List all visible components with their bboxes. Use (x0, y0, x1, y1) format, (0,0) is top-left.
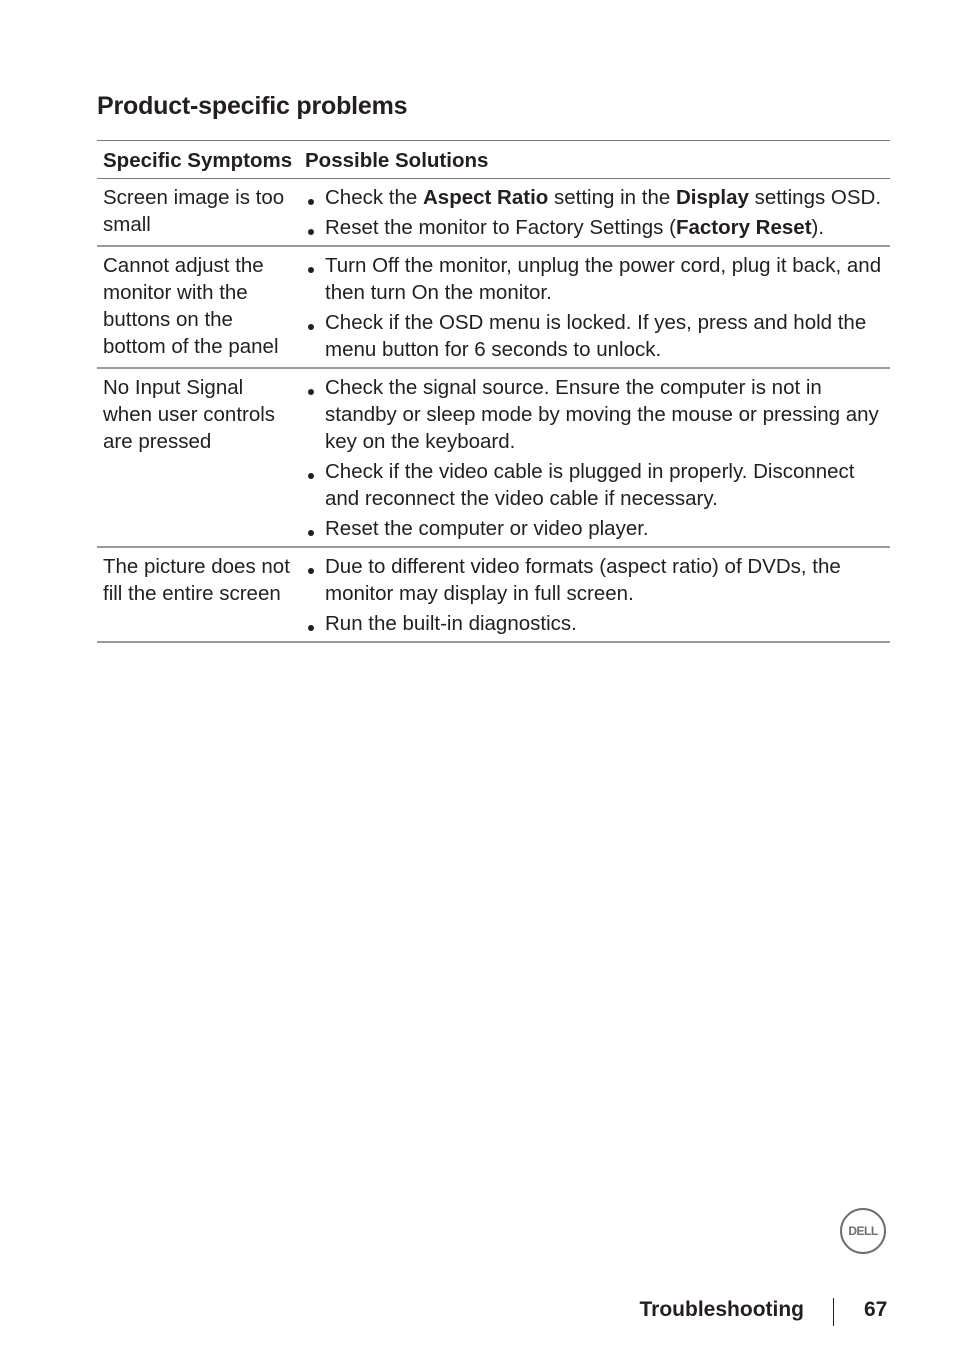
header-symptoms: Specific Symptoms (97, 141, 299, 179)
list-item (305, 458, 884, 512)
symptom-cell: Screen image is too small (97, 179, 299, 247)
list-item (305, 252, 884, 306)
table-row (97, 547, 890, 642)
table-header-row (97, 141, 890, 179)
solutions-list (305, 252, 884, 363)
solution-text: Turn Off the monitor, unplug the power cord, plug it back, and then turn On the monitor. (325, 254, 882, 304)
solution-text: Check the (325, 186, 423, 209)
list-item (305, 515, 884, 542)
page-number: 67 (864, 1298, 888, 1321)
solutions-cell (299, 246, 890, 368)
table-row (97, 368, 890, 547)
list-item (305, 184, 884, 211)
solution-text: Run the built-in diagnostics. (325, 612, 577, 635)
symptom-cell: Cannot adjust the monitor with the buttons on the bottom of the panel (97, 246, 299, 368)
solution-text: Check if the video cable is plugged in properly. Disconnect and reconnect the video cable if necessary. (325, 460, 855, 510)
solution-text: setting in the (548, 186, 676, 209)
solution-text: Check the signal source. Ensure the computer is not in standby or sleep mode by moving the mouse or pressing any key on the keyboard. (325, 376, 879, 453)
solutions-cell (299, 368, 890, 547)
bold-term: Factory Reset (675, 216, 812, 239)
list-item (305, 374, 884, 455)
solutions-list (305, 184, 884, 241)
dell-logo: DELL (840, 1208, 886, 1254)
symptom-cell: No Input Signal when user controls are pressed (97, 368, 299, 547)
bold-term: Aspect Ratio (423, 186, 549, 209)
solutions-list (305, 553, 884, 637)
bold-term: Display (675, 186, 749, 209)
solution-text: Reset the computer or video player. (325, 517, 649, 540)
footer-divider (833, 1298, 834, 1326)
solutions-cell (299, 547, 890, 642)
table-row (97, 246, 890, 368)
solutions-cell (299, 179, 890, 247)
list-item (305, 610, 884, 637)
symptom-cell: The picture does not fill the entire screen (97, 547, 299, 642)
solution-text: Check if the OSD menu is locked. If yes, press and hold the menu button for 6 seconds to unlock. (325, 311, 867, 361)
solution-text: ). (811, 216, 825, 239)
solutions-list (305, 374, 884, 542)
list-item (305, 553, 884, 607)
header-solutions: Possible Solutions (299, 141, 890, 179)
page-title: Product-specific problems (97, 92, 408, 120)
footer-section-title: Troubleshooting (639, 1298, 804, 1321)
table-row (97, 179, 890, 247)
solution-text: Reset the monitor to Factory Settings ( (325, 216, 676, 239)
list-item (305, 214, 884, 241)
list-item (305, 309, 884, 363)
solution-text: Due to different video formats (aspect ratio) of DVDs, the monitor may display in full screen. (325, 555, 841, 605)
solution-text: settings OSD. (748, 186, 882, 209)
problems-table (97, 140, 890, 643)
